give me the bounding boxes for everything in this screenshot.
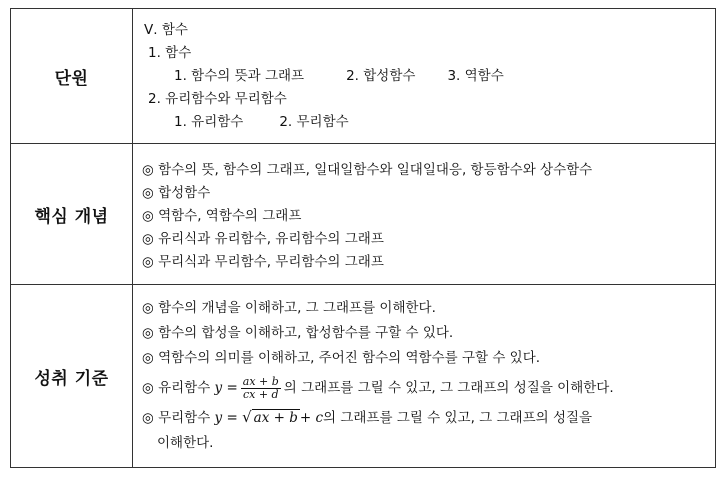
section-2-title: 2. 유리함수와 무리함수 <box>148 91 287 107</box>
standard-item-rational <box>142 372 715 404</box>
radical-sign: √ <box>242 408 252 426</box>
rational-fraction <box>241 376 281 401</box>
standards-content <box>133 285 716 468</box>
radicand: ax + b <box>253 410 298 426</box>
unit-content <box>133 9 716 144</box>
irrational-prefix: ◎ 무리함수 <box>142 410 211 426</box>
irrational-continuation: 이해한다. <box>157 435 214 451</box>
standard-item: ◎ 함수의 개념을 이해하고, 그 그래프를 이해한다. <box>142 300 436 316</box>
concept-item: ◎ 역함수, 역함수의 그래프 <box>142 208 302 224</box>
section-2-item: 1. 유리함수 <box>174 114 244 130</box>
section-1-item: 1. 함수의 뜻과 그래프 <box>174 68 305 84</box>
chapter-title: Ⅴ. 함수 <box>144 22 188 38</box>
concept-item: ◎ 무리식과 무리함수, 무리함수의 그래프 <box>142 254 384 270</box>
concept-item: ◎ 유리식과 유리함수, 유리함수의 그래프 <box>142 231 384 247</box>
fraction-numerator: ax + b <box>242 374 279 388</box>
standard-item: ◎ 함수의 합성을 이해하고, 합성함수를 구할 수 있다. <box>142 325 454 341</box>
rational-suffix: 의 그래프를 그릴 수 있고, 그 그래프의 성질을 이해한다. <box>283 380 614 396</box>
fraction-denominator: cx + d <box>242 387 279 401</box>
section-2-item: 2. 무리함수 <box>279 114 349 130</box>
section-1-title: 1. 함수 <box>148 45 192 61</box>
section-1-item: 2. 합성함수 <box>346 68 416 84</box>
standard-item: ◎ 역함수의 의미를 이해하고, 주어진 함수의 역함수를 구할 수 있다. <box>142 350 541 366</box>
concepts-content <box>133 144 716 285</box>
section-1-item: 3. 역함수 <box>447 68 504 84</box>
unit-row <box>11 9 716 144</box>
square-root <box>242 410 300 426</box>
irrational-tail: + c <box>299 410 324 426</box>
section-2-items <box>144 111 715 134</box>
rational-lhs: y = <box>214 380 238 396</box>
irrational-lhs: y = <box>214 410 238 426</box>
section-1-items <box>144 65 715 88</box>
unit-header: 단원 <box>11 9 133 144</box>
curriculum-table <box>10 8 716 468</box>
standards-row <box>11 285 716 468</box>
irrational-suffix: 의 그래프를 그릴 수 있고, 그 그래프의 성질을 <box>323 410 593 426</box>
standards-header: 성취 기준 <box>11 285 133 468</box>
standard-item-irrational <box>142 406 715 430</box>
concept-item: ◎ 함수의 뜻, 함수의 그래프, 일대일함수와 일대일대응, 항등함수와 상수함수 <box>142 162 593 178</box>
concepts-header: 핵심 개념 <box>11 144 133 285</box>
rational-prefix: ◎ 유리함수 <box>142 380 211 396</box>
concept-item: ◎ 합성함수 <box>142 185 211 201</box>
concepts-row <box>11 144 716 285</box>
